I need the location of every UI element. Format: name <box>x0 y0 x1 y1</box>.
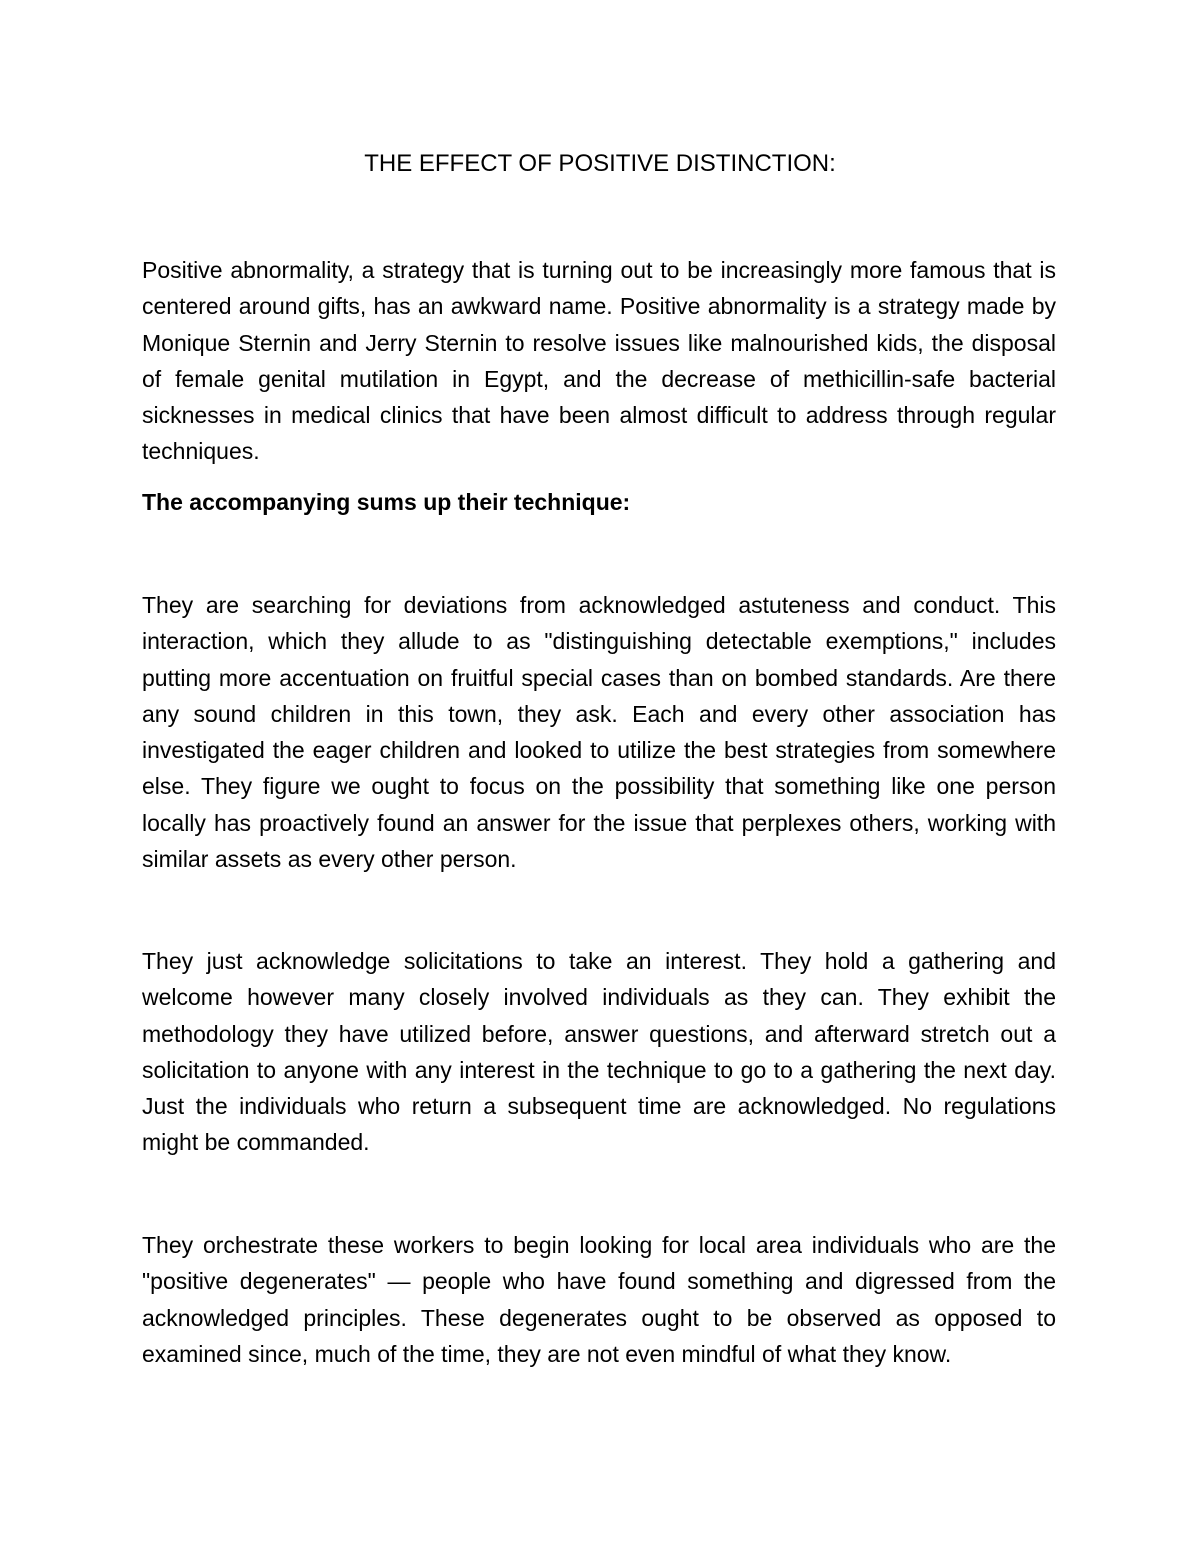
document-title: THE EFFECT OF POSITIVE DISTINCTION: <box>364 150 836 177</box>
paragraph-intro: Positive abnormality, a strategy that is turning out to be increasingly more famous that is centered around gifts, has an awkward name. Positive abnormality is a strategy made by Monique Sternin and Jerry Sternin to resolve issues like malnourished kids, the disposal of female genital mutilation in Egypt, and the decrease of methicillin-safe bacterial sicknesses in medical clinics that have been almost difficult to address through regular techniques. <box>142 257 1056 465</box>
paragraph-solicitations: They just acknowledge solicitations to take an interest. They hold a gathering and welcome however many closely involved individuals as they can. They exhibit the methodology they have utilized before, answer questions, and afterward stretch out a solicitation to anyone with any interest in the technique to go to a gathering the next day. Just the individuals who return a subsequent time are acknowledged. No regulations might be commanded. <box>142 948 1056 1156</box>
paragraph-positive-degenerates: They orchestrate these workers to begin looking for local area individuals who are the "positive degenerates" — people who have found something and digressed from the acknowledged principles. These degenerates ought to be observed as opposed to examined since, much of the time, they are not even mindful of what they know. <box>142 1232 1056 1367</box>
paragraph-deviations: They are searching for deviations from acknowledged astuteness and conduct. This interaction, which they allude to as "distinguishing detectable exemptions," includes putting more accentuation on fruitful special cases than on bombed standards. Are there any sound children in this town, they ask. Each and every other association has investigated the eager children and looked to utilize the best strategies from somewhere else. They figure we ought to focus on the possibility that something like one person locally has proactively found an answer for the issue that perplexes others, working with similar assets as every other person. <box>142 592 1056 873</box>
section-subheading: The accompanying sums up their technique: <box>142 489 631 515</box>
